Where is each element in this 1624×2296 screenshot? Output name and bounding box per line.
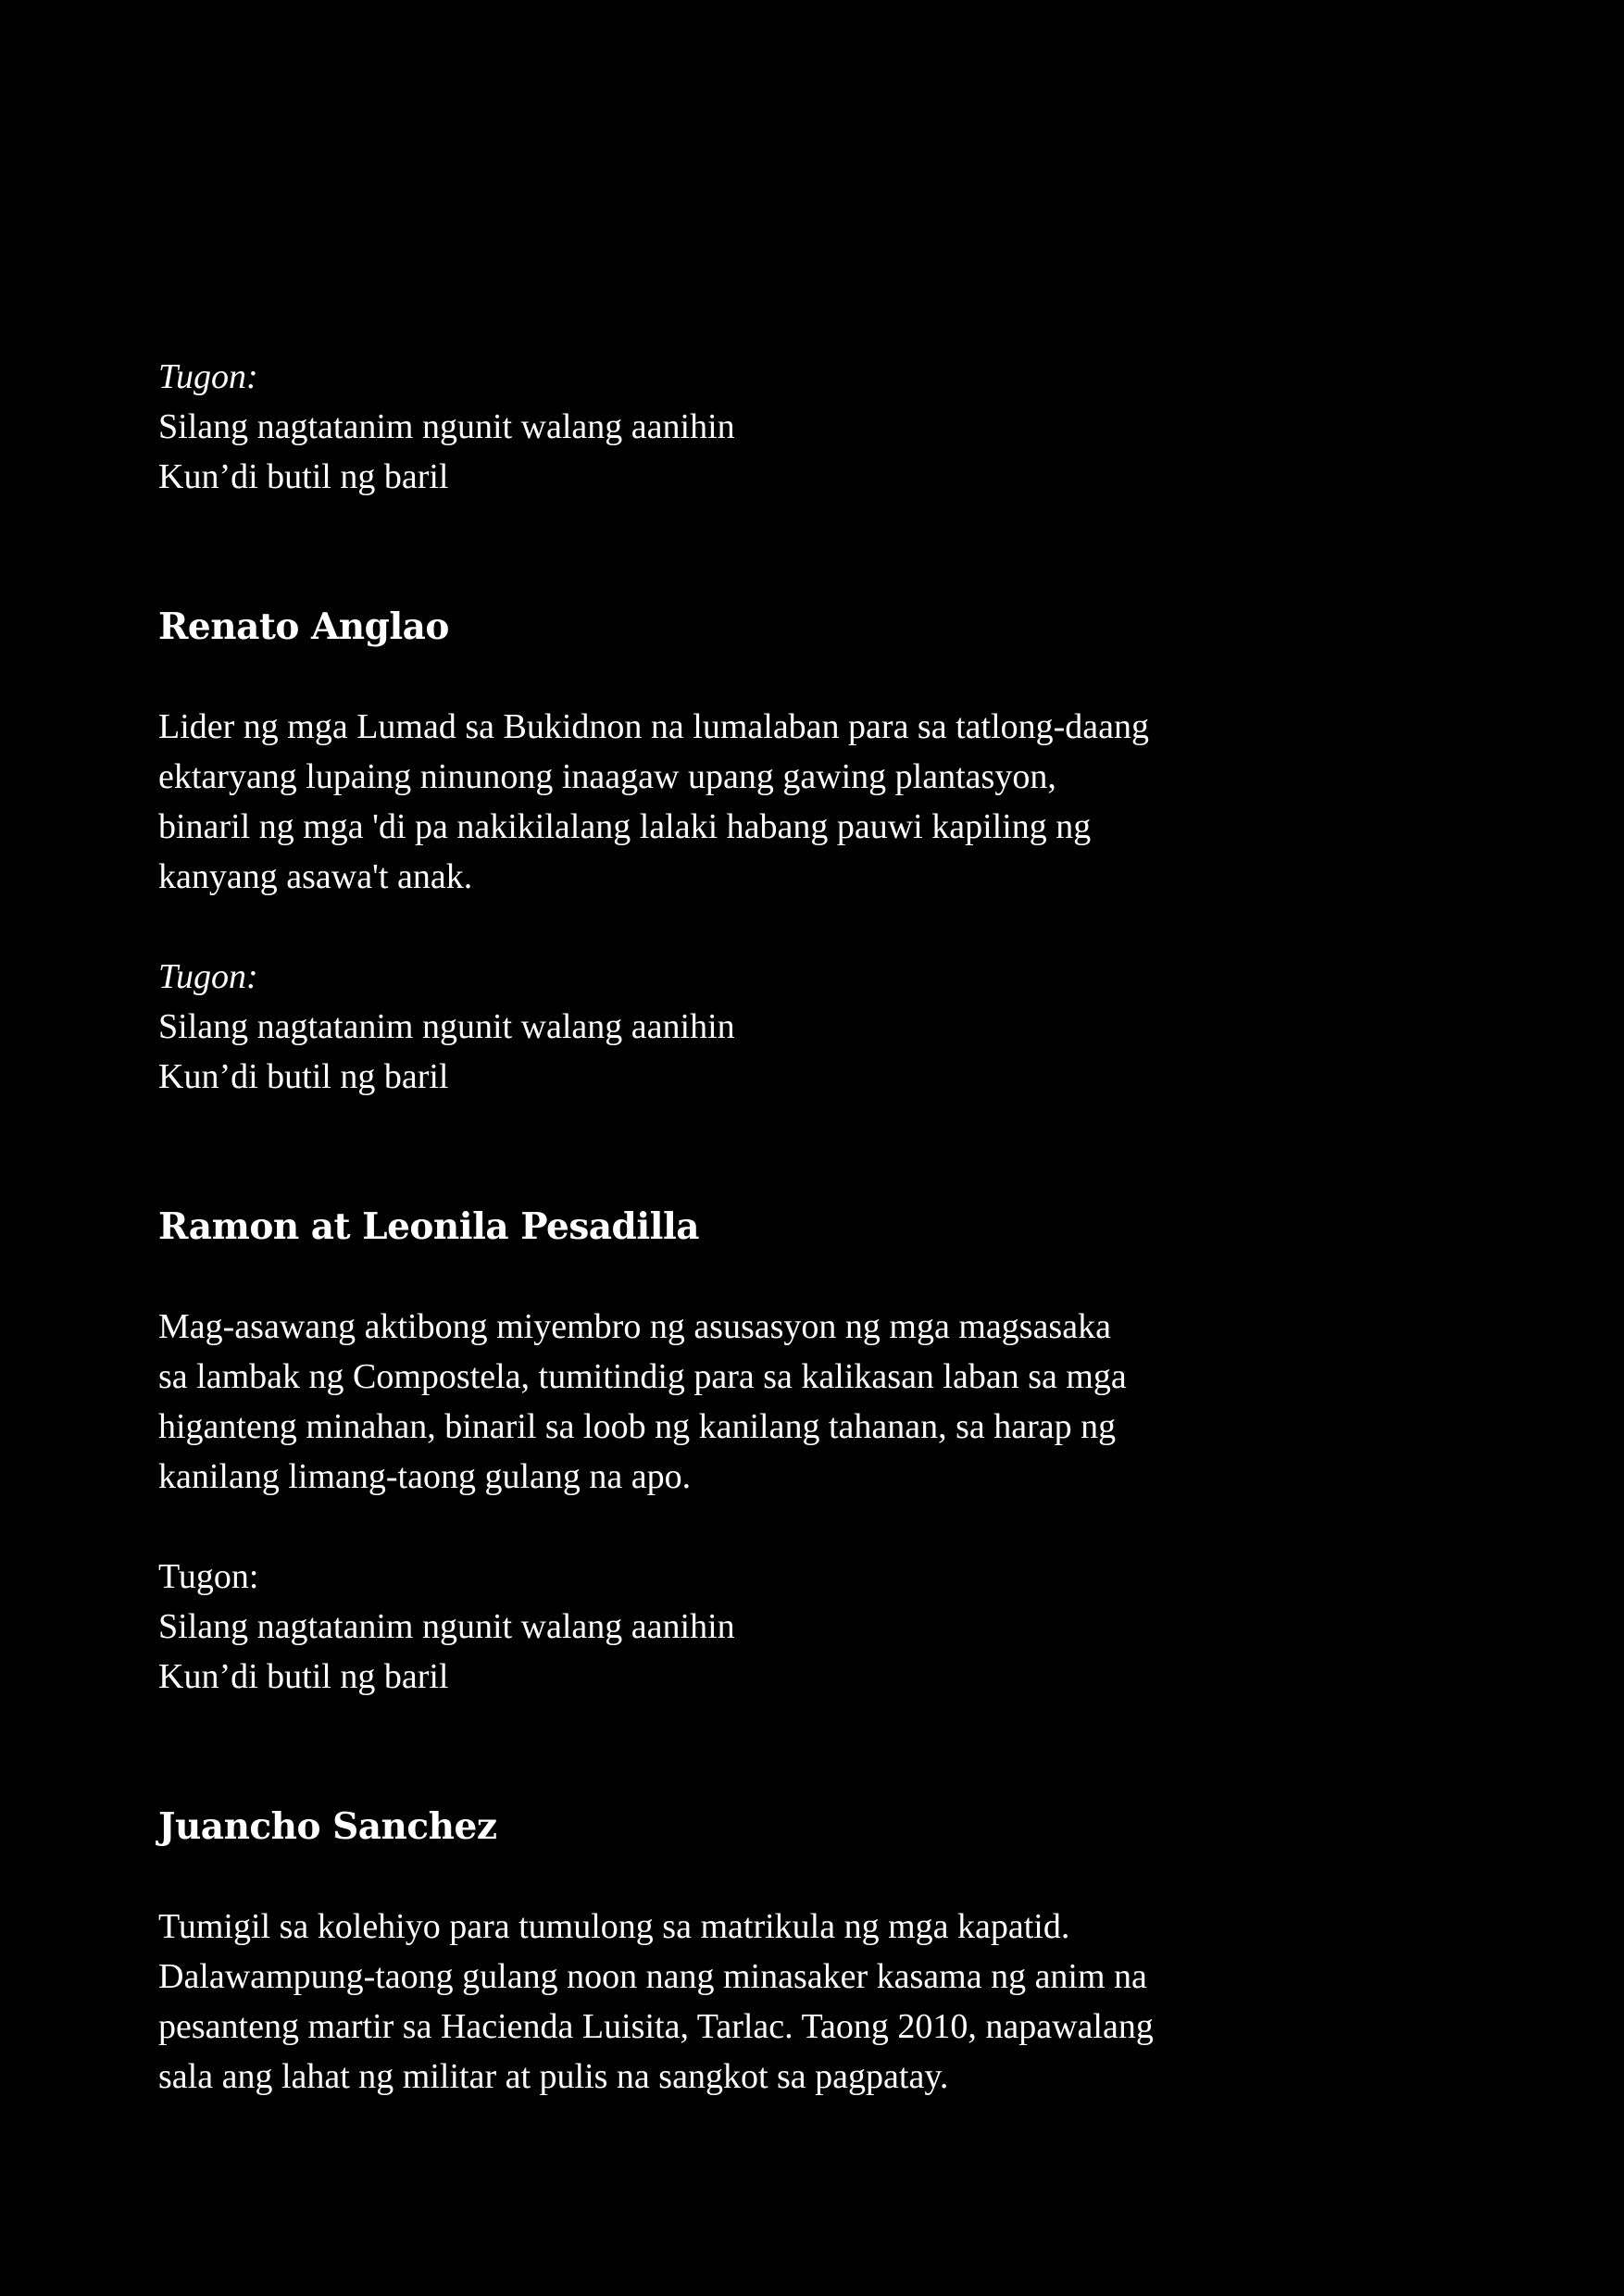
body-line: kanyang asawa't anak. [158,857,473,896]
body-line: ektaryang lupaing ninunong inaagaw upang gawing plantasyon, [158,757,1056,796]
refrain-label: Tugon: [158,1557,259,1596]
body-line: Tumigil sa kolehiyo para tumulong sa matrikula ng mga kapatid. [158,1907,1070,1946]
refrain-line: Kun’di butil ng baril [158,1057,449,1096]
body-line: Mag-asawang aktibong miyembro ng asusasyon ng mga magsasaka [158,1307,1111,1346]
refrain-label: Tugon: [158,357,258,396]
refrain-line: Kun’di butil ng baril [158,457,449,496]
body-line: Dalawampung-taong gulang noon nang minasaker kasama ng anim na [158,1957,1147,1996]
body-line: binaril ng mga 'di pa nakikilalang lalaki habang pauwi kapiling ng [158,807,1092,846]
body-line: kanilang limang-taong gulang na apo. [158,1457,692,1496]
body-line: Lider ng mga Lumad sa Bukidnon na lumalaban para sa tatlong-daang [158,707,1150,746]
refrain-line: Kun’di butil ng baril [158,1657,449,1696]
refrain-block-top [158,352,1269,502]
body-line: pesanteng martir sa Hacienda Luisita, Tarlac. Taong 2010, napawalang [158,2007,1154,2046]
body-line: higanteng minahan, binaril sa loob ng kanilang tahanan, sa harap ng [158,1407,1117,1446]
body-line: sala ang lahat ng militar at pulis na sangkot sa pagpatay. [158,2057,949,2096]
refrain-label: Tugon: [158,957,258,996]
document-page [158,352,1269,2102]
section-ramon-leonila-pesadilla [158,1202,1269,1702]
section-renato-anglao [158,602,1269,1102]
section-heading: Ramon at Leonila Pesadilla [158,1205,700,1248]
section-heading: Renato Anglao [158,605,449,648]
section-heading: Juancho Sanchez [158,1805,497,1848]
refrain-line: Silang nagtatanim ngunit walang aanihin [158,1007,735,1046]
refrain-line: Silang nagtatanim ngunit walang aanihin [158,1607,735,1646]
body-line: sa lambak ng Compostela, tumitindig para sa kalikasan laban sa mga [158,1357,1127,1396]
refrain-line: Silang nagtatanim ngunit walang aanihin [158,407,735,446]
section-juancho-sanchez [158,1802,1269,2102]
